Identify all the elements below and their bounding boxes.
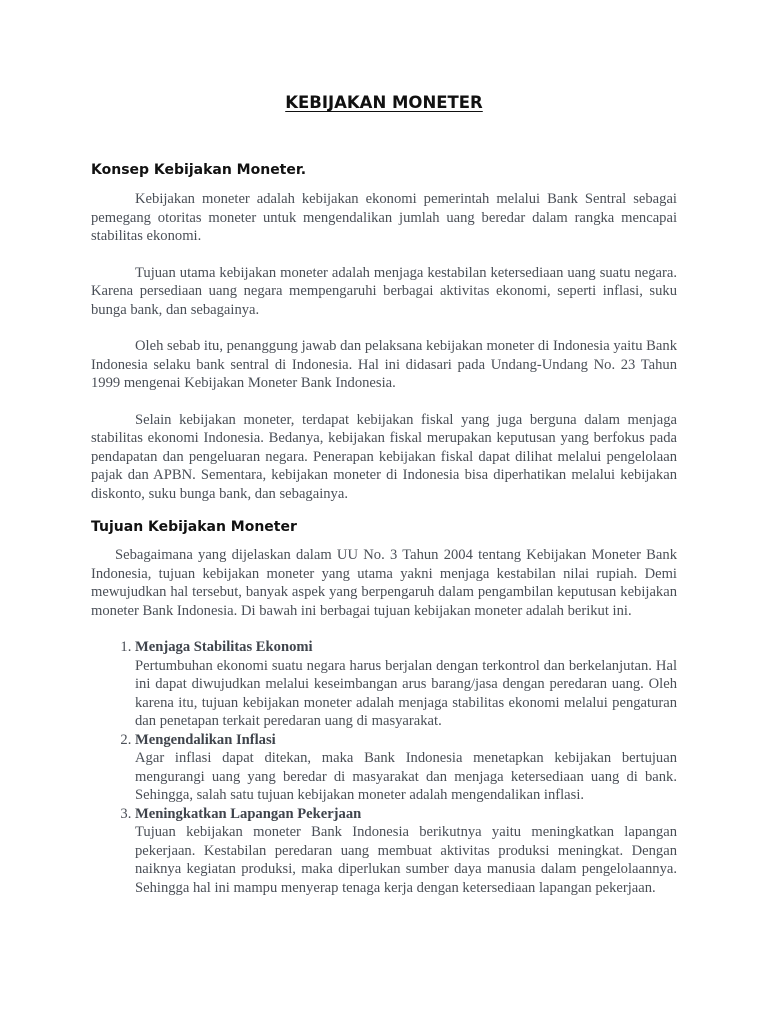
paragraph: Selain kebijakan moneter, terdapat kebijakan fiskal yang juga berguna dalam menjaga stabilitas ekonomi Indonesia. Bedanya, kebijakan fiskal merupakan keputusan yang berfokus pada pendapatan dan pengeluaran negara. Penerapan kebijakan fiskal dapat dilihat melalui pengelolaan pajak dan APBN. Sementara, kebijakan moneter di Indonesia bisa diperhatikan melalui kebijakan diskonto, suku bunga bank, dan sebagainya. xyxy=(91,411,677,502)
list-item xyxy=(135,731,677,805)
section-heading-tujuan: Tujuan Kebijakan Moneter xyxy=(91,519,297,535)
paragraph: Kebijakan moneter adalah kebijakan ekonomi pemerintah melalui Bank Sentral sebagai pemegang otoritas moneter untuk mengendalikan jumlah uang beredar dalam rangka mencapai stabilitas ekonomi. xyxy=(91,191,677,244)
document-title: KEBIJAKAN MONETER xyxy=(285,93,483,112)
paragraph: Tujuan utama kebijakan moneter adalah menjaga kestabilan ketersediaan uang suatu negara. Karena persediaan uang negara mempengaruhi berbagai aktivitas ekonomi, seperti inflasi, suku bunga bank, dan sebagainya. xyxy=(91,264,677,318)
list-item-body: Agar inflasi dapat ditekan, maka Bank Indonesia menetapkan kebijakan bertujuan mengurangi uang yang beredar di masyarakat dan menjaga ketersediaan uang di bank. Sehingga, salah satu tujuan kebijakan moneter adalah mengendalikan inflasi. xyxy=(135,750,677,803)
list-item-title: 1. Menjaga Stabilitas Ekonomi xyxy=(135,639,313,655)
list-item xyxy=(135,638,677,731)
list-item-body: Pertumbuhan ekonomi suatu negara harus berjalan dengan terkontrol dan berkelanjutan. Hal ini dapat diwujudkan melalui keseimbangan arus barang/jasa dengan peredaran uang. Oleh karena itu, tujuan kebijakan moneter adalah menjaga stabilitas ekonomi melalui pengaturan dan penetapan terkait peredaran uang di masyarakat. xyxy=(135,657,677,729)
list-item-title: 3. Meningkatkan Lapangan Pekerjaan xyxy=(135,805,362,822)
paragraph: Oleh sebab itu, penanggung jawab dan pelaksana kebijakan moneter di Indonesia yaitu Bank Indonesia selaku bank sentral di Indonesia. Hal ini didasari pada Undang-Undang No. 23 Tahun 1999 mengenai Kebijakan Moneter Bank Indonesia. xyxy=(91,338,677,391)
list-item xyxy=(135,805,677,898)
section-heading-konsep: Konsep Kebijakan Moneter. xyxy=(91,162,307,178)
list-item-title: 2. Mengendalikan Inflasi xyxy=(135,731,276,748)
objectives-list xyxy=(91,638,677,897)
list-item-body: Tujuan kebijakan moneter Bank Indonesia berikutnya yaitu meningkatkan lapangan pekerjaan. Kestabilan peredaran uang membuat aktivitas produksi meningkat. Dengan naiknya kegiatan produksi, maka diperlukan sumber daya manusia dalam pengelolaannya. Sehingga hal ini mampu menyerap tenaga kerja dengan ketersediaan lapangan pekerjaan. xyxy=(135,824,677,896)
intro-paragraph: Sebagaimana yang dijelaskan dalam UU No. 3 Tahun 2004 tentang Kebijakan Moneter Bank Indonesia, tujuan kebijakan moneter yang utama yakni menjaga kestabilan nilai rupiah. Demi mewujudkan hal tersebut, banyak aspek yang berpengaruh dalam pengambilan keputusan kebijakan moneter Bank Indonesia. Di bawah ini berbagai tujuan kebijakan moneter adalah berikut ini. xyxy=(91,547,677,619)
